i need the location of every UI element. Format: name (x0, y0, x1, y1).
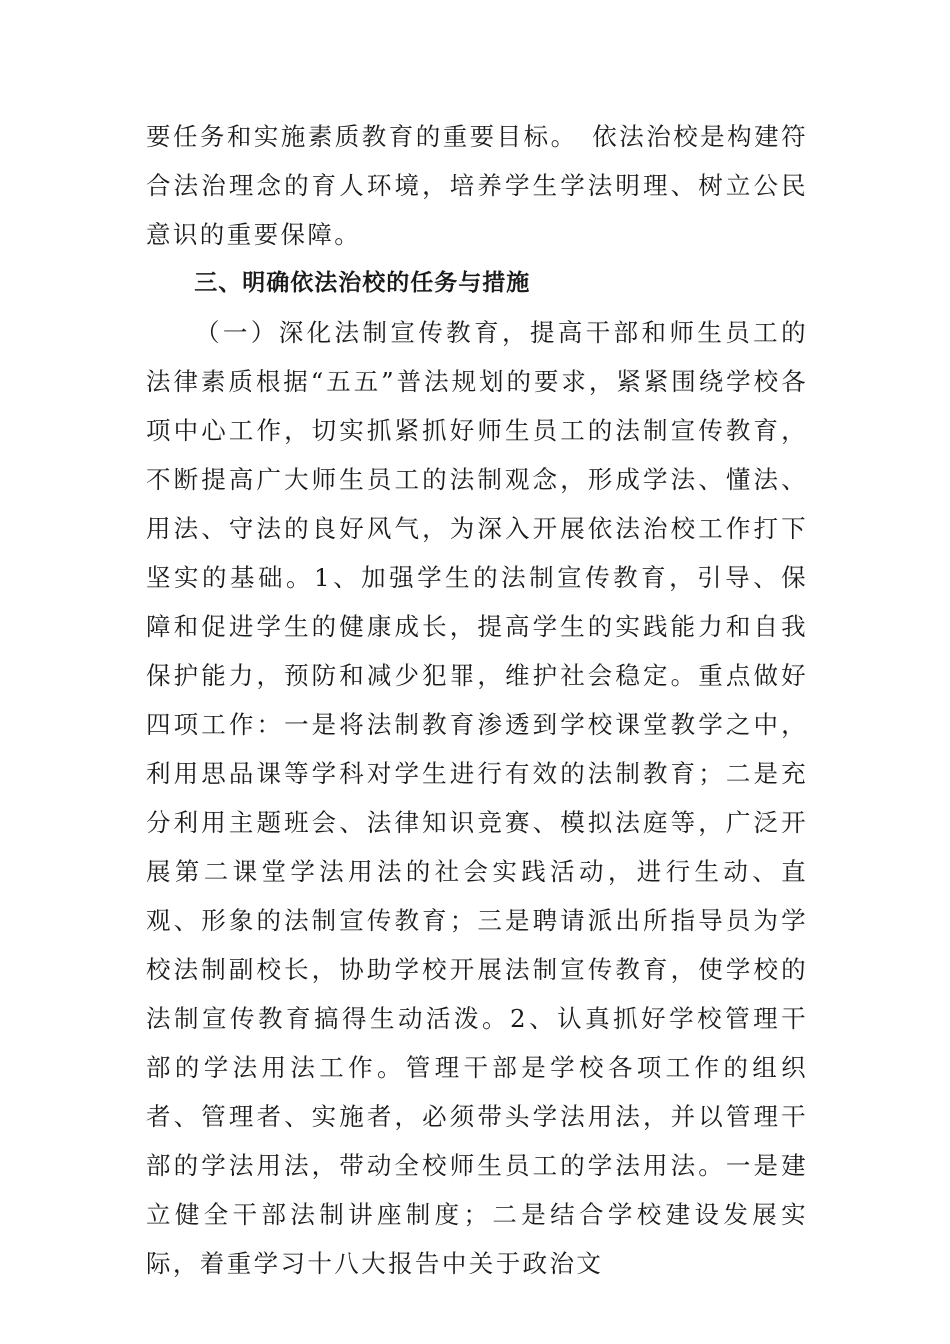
paragraph-continued: 要任务和实施素质教育的重要目标。 依法治校是构建符合法治理念的育人环境，培养学生学法明理、树立公民意识的重要保障。 (146, 122, 808, 249)
document-body (146, 112, 808, 1288)
paragraph-section-1: （一）深化法制宣传教育，提高干部和师生员工的法律素质根据“五五”普法规划的要求，紧紧围绕学校各项中心工作，切实抓紧抓好师生员工的法制宣传教育，不断提高广大师生员工的法制观念，形成学法、懂法、用法、守法的良好风气，为深入开展依法治校工作打下坚实的基础。1、加强学生的法制宣传教育，引导、保障和促进学生的健康成长，提高学生的实践能力和自我保护能力，预防和减少犯罪，维护社会稳定。重点做好四项工作：一是将法制教育渗透到学校课堂教学之中，利用思品课等学科对学生进行有效的法制教育；二是充分利用主题班会、法律知识竞赛、模拟法庭等，广泛开展第二课堂学法用法的社会实践活动，进行生动、直观、形象的法制宣传教育；三是聘请派出所指导员为学校法制副校长，协助学校开展法制宣传教育，使学校的法制宣传教育搞得生动活泼。2、认真抓好学校管理干部的学法用法工作。管理干部是学校各项工作的组织者、管理者、实施者，必须带头学法用法，并以管理干部的学法用法，带动全校师生员工的学法用法。一是建立健全干部法制讲座制度；二是结合学校建设发展实际，着重学习十八大报告中关于政治文 (146, 318, 808, 1278)
section-heading: 三、明确依法治校的任务与措施 (194, 270, 531, 296)
